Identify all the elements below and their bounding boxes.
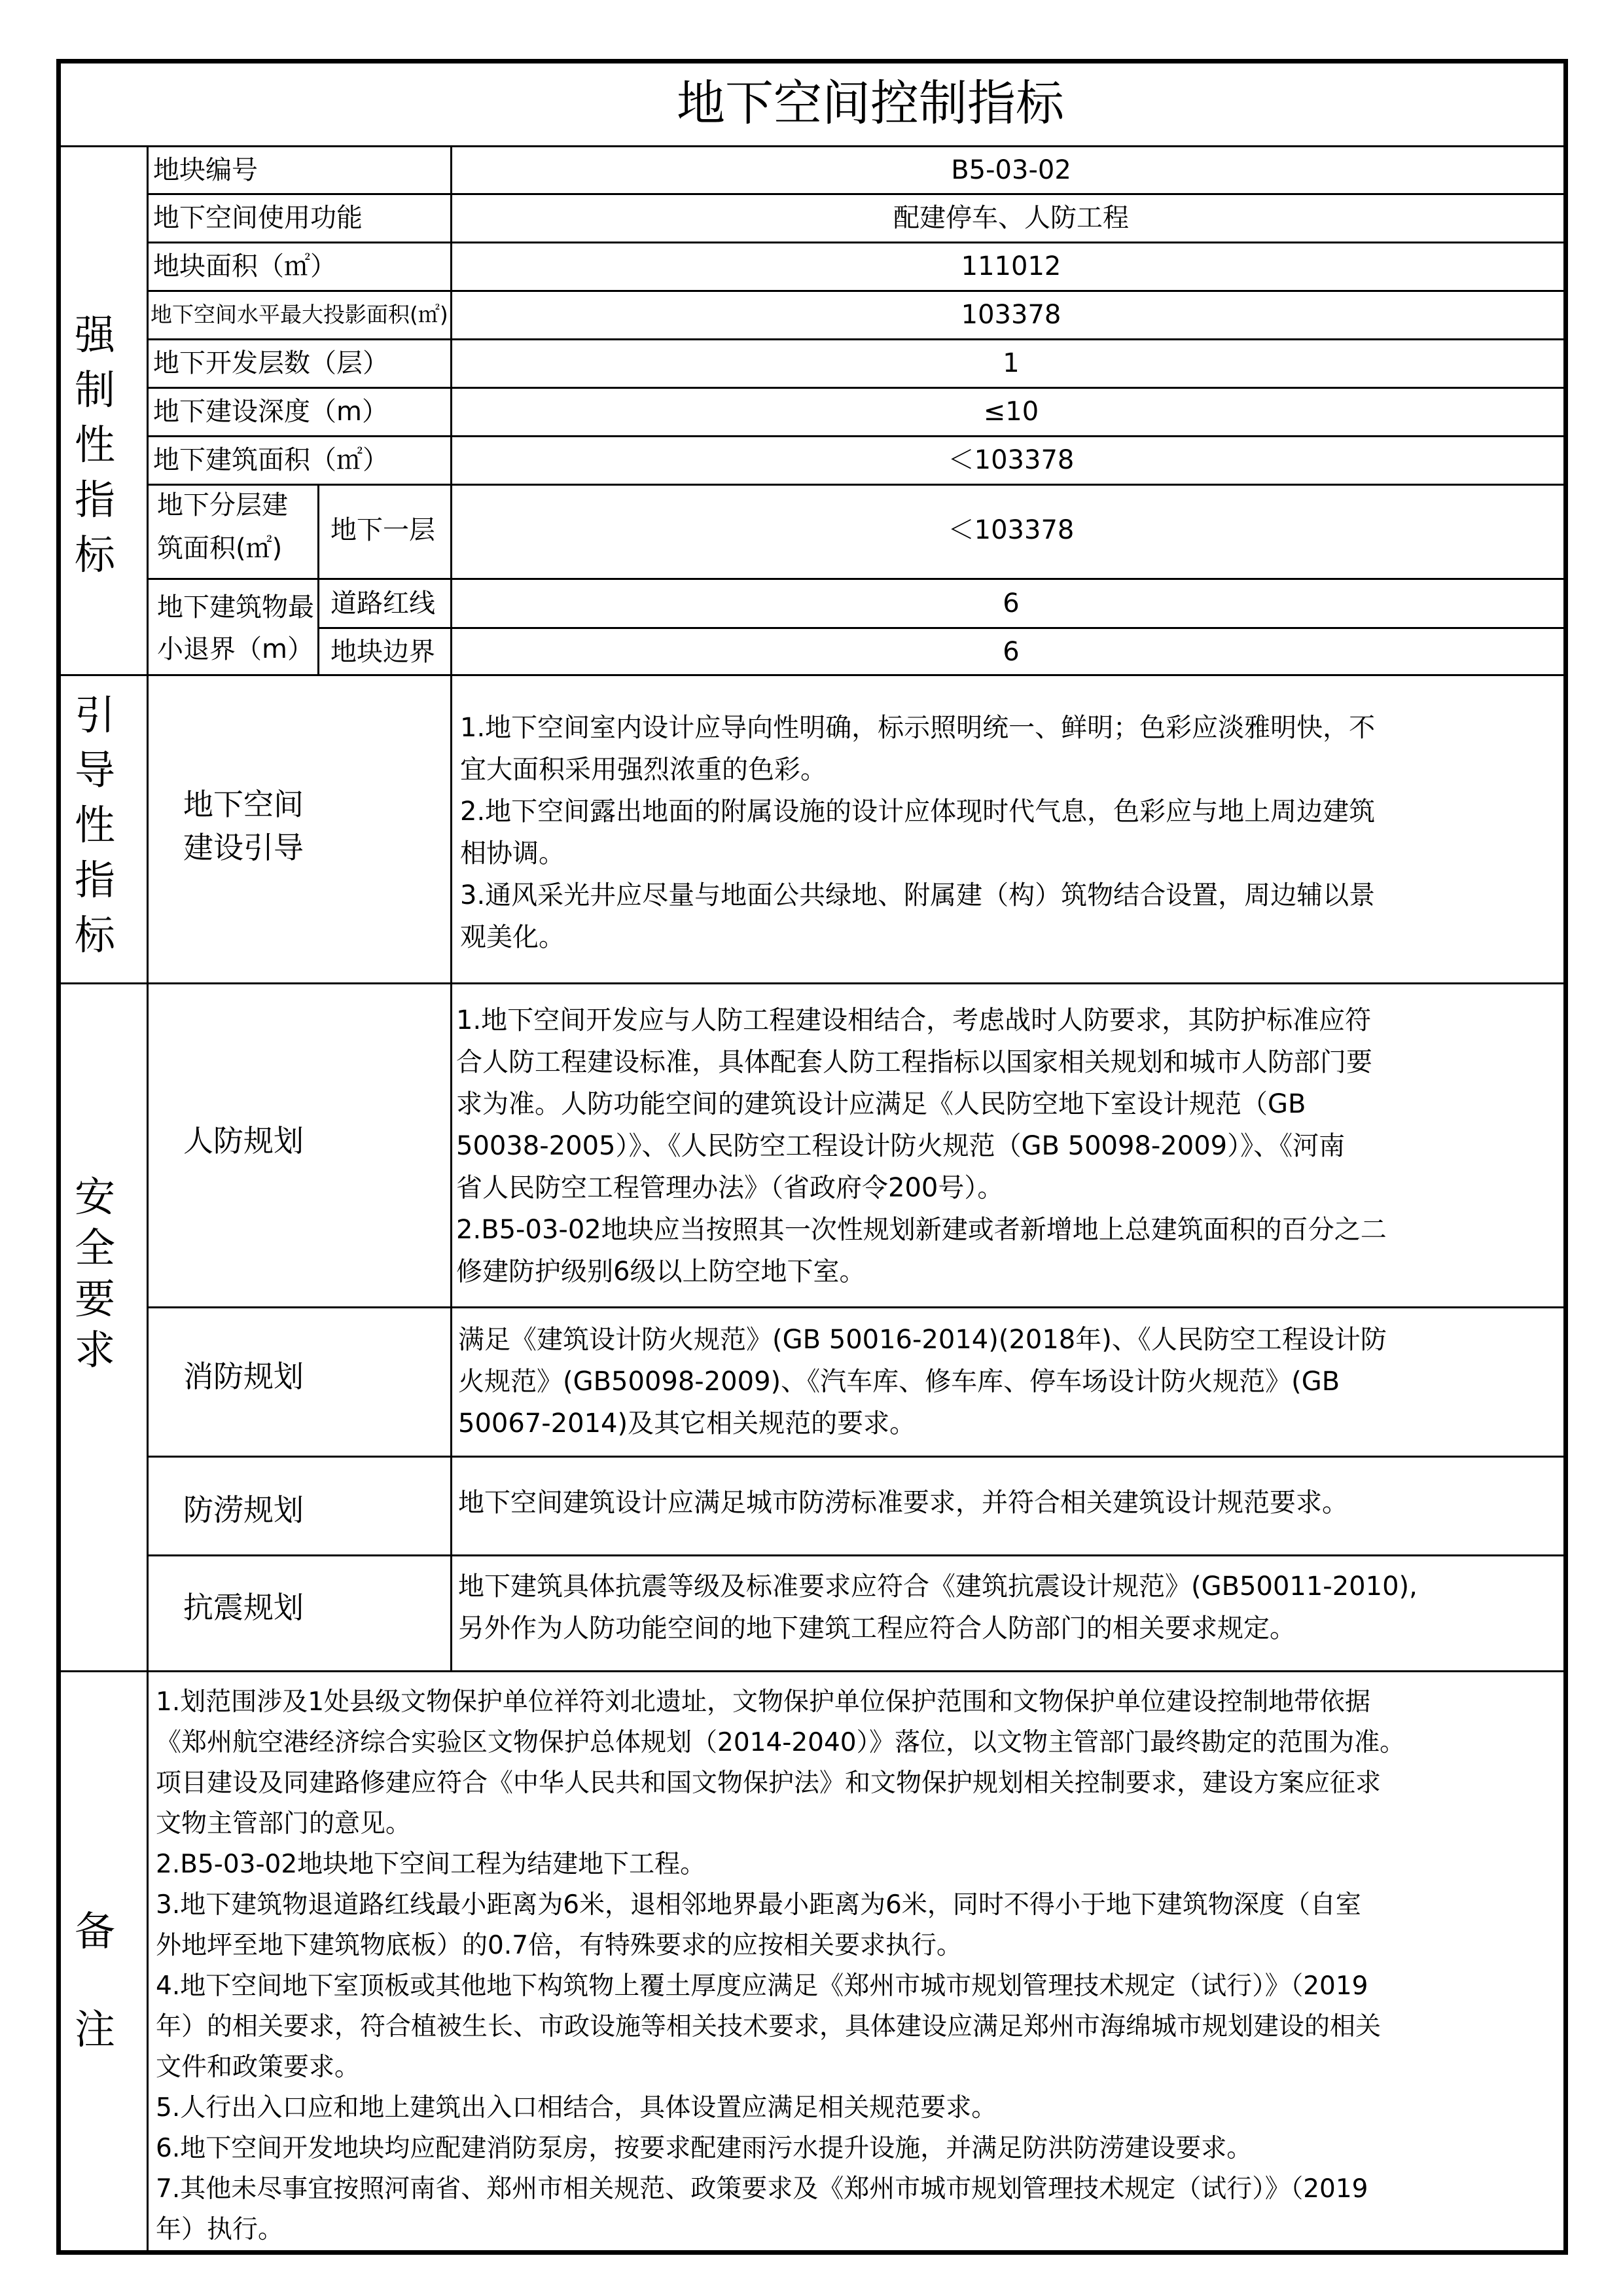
safety-item-label: 人防规划 bbox=[183, 1123, 304, 1158]
layered-area-value: ＜103378 bbox=[948, 515, 1075, 545]
grid-line bbox=[450, 145, 452, 1672]
row-value: 111012 bbox=[961, 251, 1061, 281]
setback-label: 小退界（m） bbox=[157, 634, 313, 664]
safety-item-text: 地下空间建筑设计应满足城市防涝标准要求，并符合相关建筑设计规范要求。 bbox=[458, 1488, 1348, 1518]
safety-item-text: 满足《建筑设计防火规范》(GB 50016-2014)(2018年)、《人民防空工程设计防 火规范》(GB50098-2009)、《汽车库、修车库、停车场设计防火规范》(GB 50067-2014)及其它相关规范的要求。 bbox=[458, 1325, 1387, 1439]
grid-line bbox=[149, 1306, 1565, 1308]
row-label: 地块编号 bbox=[153, 155, 258, 185]
grid-line bbox=[59, 982, 1565, 984]
row-value: 配建停车、人防工程 bbox=[893, 203, 1129, 233]
setback-item-value: 6 bbox=[1003, 588, 1020, 619]
section-label-remarks: 备 注 bbox=[74, 1907, 115, 2053]
setback-item-value: 6 bbox=[1003, 637, 1020, 667]
row-label: 地下空间使用功能 bbox=[153, 203, 363, 233]
grid-line bbox=[149, 1554, 1565, 1556]
safety-item-text: 1.地下空间开发应与人防工程建设相结合，考虑战时人防要求，其防护标准应符 合人防工程建设标准，具体配套人防工程指标以国家相关规划和城市人防部门要 求为准。人防功能空间的建筑设计应满足《人民防空地下室设计规范（GB 50038-2005）》、《人民防空工程设计防火规范（GB 50098-2009）》、《河南 省人民防空工程管理办法》（省政府令200号）。 2.B5-03-02地块应当按照其一次性规划新建或者新增地上总建筑面积的百分之二 修建防护级别6级以上防空地下室。 bbox=[456, 1005, 1387, 1287]
safety-item-label: 防涝规划 bbox=[183, 1492, 304, 1528]
safety-item-text: 地下建筑具体抗震等级及标准要求应符合《建筑抗震设计规范》(GB50011-2010), 另外作为人防功能空间的地下建筑工程应符合人防部门的相关要求规定。 bbox=[458, 1571, 1418, 1643]
row-value: ≤10 bbox=[983, 397, 1039, 427]
layered-area-label: 地下分层建 bbox=[157, 490, 288, 520]
row-value: B5-03-02 bbox=[951, 155, 1071, 185]
guiding-label: 建设引导 bbox=[183, 830, 304, 865]
section-label-safety: 安 全 要 求 bbox=[74, 1173, 115, 1374]
row-value: ＜103378 bbox=[948, 445, 1075, 475]
grid-line bbox=[149, 1456, 1565, 1458]
grid-line bbox=[149, 435, 1565, 437]
row-label: 地下开发层数（层） bbox=[153, 348, 389, 378]
grid-line bbox=[149, 387, 1565, 389]
grid-line bbox=[149, 242, 1565, 243]
grid-line bbox=[149, 338, 1565, 340]
grid-line bbox=[149, 193, 1565, 195]
grid-line bbox=[59, 145, 1565, 147]
row-value: 103378 bbox=[961, 300, 1061, 330]
grid-line bbox=[59, 674, 1565, 676]
row-label: 地下建筑面积（㎡） bbox=[153, 445, 389, 475]
setback-item-label: 道路红线 bbox=[330, 588, 435, 619]
guiding-text: 1.地下空间室内设计应导向性明确，标示照明统一、鲜明；色彩应淡雅明快，不 宜大面积采用强烈浓重的色彩。 2.地下空间露出地面的附属设施的设计应体现时代气息，色彩应与地上周边建筑 相协调。 3.通风采光井应尽量与地面公共绿地、附属建（构）筑物结合设置，周边辅以景 观美化。 bbox=[460, 713, 1376, 952]
row-label: 地块面积（㎡） bbox=[153, 251, 336, 281]
safety-item-label: 消防规划 bbox=[183, 1359, 304, 1394]
grid-line bbox=[149, 290, 1565, 292]
row-label: 地下建设深度（m） bbox=[153, 397, 388, 427]
safety-item-label: 抗震规划 bbox=[183, 1590, 304, 1625]
grid-line bbox=[149, 578, 1565, 580]
setback-label: 地下建筑物最 bbox=[157, 592, 314, 622]
grid-line bbox=[147, 145, 149, 2252]
grid-line bbox=[59, 1670, 1565, 1672]
setback-item-label: 地块边界 bbox=[330, 637, 435, 667]
layered-area-sublabel: 地下一层 bbox=[330, 515, 435, 545]
grid-line bbox=[149, 484, 1565, 486]
page-title: 地下空间控制指标 bbox=[677, 75, 1064, 132]
grid-line bbox=[317, 627, 1565, 629]
remarks-text: 1.划范围涉及1处县级文物保护单位祥符刘北遗址，文物保护单位保护范围和文物保护单位建设控制地带依据 《郑州航空港经济综合实验区文物保护总体规划（2014-2040）》落位，以文物主管部门最终勘定的范围为准。 项目建设及同建路修建应符合《中华人民共和国文物保护法》和文物保护规划相关控制要求，建设方案应征求 文物主管部门的意见。 2.B5-03-02地块地下空间工程为结建地下工程。 3.地下建筑物退道路红线最小距离为6米，退相邻地界最小距离为6米，同时不得小于地下建筑物深度（自室 外地坪至地下建筑物底板）的0.7倍，有特殊要求的应按相关要求执行。 4.地下空间地下室顶板或其他地下构筑物上覆土厚度应满足《郑州市城市规划管理技术规定（试行）》（2019 年）的相关要求，符合植被生长、市政设施等相关技术要求，具体建设应满足郑州市海绵城市规划建设的相关 文件和政策要求。 5.人行出入口应和地上建筑出入口相结合，具体设置应满足相关规范要求。 6.地下空间开发地块均应配建消防泵房，按要求配建雨污水提升设施，并满足防洪防涝建设要求。 7.其他未尽事宜按照河南省、郑州市相关规范、政策要求及《郑州市城市规划管理技术规定（试行）》（2019 年）执行。 bbox=[156, 1687, 1406, 2244]
layered-area-label: 筑面积(㎡) bbox=[157, 533, 283, 564]
section-label-mandatory: 强 制 性 指 标 bbox=[74, 311, 115, 579]
section-label-guiding: 引 导 性 指 标 bbox=[74, 691, 115, 959]
row-value: 1 bbox=[1003, 348, 1020, 378]
grid-line bbox=[317, 484, 319, 675]
guiding-label: 地下空间 bbox=[183, 787, 304, 822]
row-label: 地下空间水平最大投影面积(㎡) bbox=[151, 302, 448, 327]
